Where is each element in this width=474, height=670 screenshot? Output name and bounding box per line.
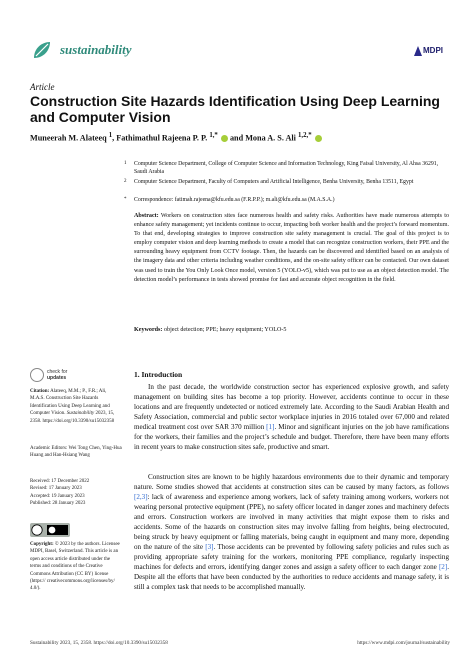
dates-block [30,478,122,508]
citation-link[interactable]: [3] [205,543,214,551]
affiliation-1: 1 Computer Science Department, College of Computer Science and Information Technology, King Faisal University, Al Ahsa 36291, Saudi Arabia [124,161,439,175]
page-footer [30,640,450,646]
footer-citation[interactable]: Sustainability 2023, 15, 2358. https://doi.org/10.3390/su15032358 [30,640,168,646]
journal-name[interactable]: sustainability [60,42,132,57]
author-3[interactable]: and Mona A. S. Ali [229,133,296,143]
citation-block: Citation: Alateeq, M.M.; P., F.R.; Ali, M.A.S. Construction Site Hazards Identification Using Deep Learning and Computer Vision. Sustainability 2023, 15, 2358. https://doi.org/10.3390/su15032358 [30,389,115,424]
footer-journal-url[interactable]: https://www.mdpi.com/journal/sustainability [357,640,450,646]
abstract-text: Workers on construction sites face numerous health and safety risks. Authorities have made numerous attempts to enhance safety management; yet incidents continue to occur, impacting both worker health and the project’s forward momentum. To that end, developing strategies to improve construction site safety management is crucial. The goal of this project is to employ computer vision and deep learning methods to create a model that can recognize construction workers, their PPE and the surrounding heavy equipment from CCTV footage. Then, the hazards can be discovered and identified based on an analysis of the imagery data and other criteria including weather conditions, and the on-site safety officer can be contacted. Our own dataset was used to train the You Only Look Once model, version 5 (YOLO-v5), which was put to use as an object detection model. The detection model’s performance in tests showed promise for fast and accurate object recognition in the field. [134,213,449,283]
paper-title: Construction Site Hazards Identification Using Deep Learning and Computer Vision [30,93,440,125]
affiliation-2: 2 Computer Science Department, Faculty of Computers and Artificial Intelligence, Benha University, Benha 13511, Egypt [124,179,414,185]
author-list: Muneerah M. Alateeq $^1$, Fathimathul Rajeena P. P. $^{1,*}$ and Mona A. S. Ali $^{1,2,*}$ [30,132,450,143]
orcid-icon[interactable] [315,135,322,142]
update-icon [30,368,44,382]
keywords [134,326,449,335]
revised-date: Revised: 17 January 2023 [30,486,82,492]
academic-editors: Academic Editors: Wei Tong Chen, Ying-Hua Huang and Han-Hsiang Wang [30,446,122,459]
accepted-date: Accepted: 19 January 2023 [30,493,85,499]
section-heading-introduction: 1. Introduction [134,370,183,379]
orcid-icon[interactable] [221,135,228,142]
copyright-block: Copyright: © 2023 by the authors. Licensee MDPI, Basel, Switzerland. This article is an open access article distributed under the terms and conditions of the Creative Commons Attribution (CC BY) license (https:// creativecommons.org/licenses/by/ 4.0/). [30,542,120,592]
intro-paragraph-2: Construction sites are known to be highly hazardous environments due to their dynamic and temporary nature. Some studies showed that accidents at construction sites can be caused by many factors, as follows [2,3]: lack of awareness and experience among workers, lack of safety training among workers, workers not wearing personal protective equipment (PPE), no safety officer located in danger zones and machinery defects and errors. Construction workers are involved in many activities that might expose them to risks and accidents. Some of the hazards on construction sites may involve falling from heights, being electrocuted, being struck by heavy equipment or falling materials, being caught in equipment and many more, depending on the nature of the site [3]. Those accidents can be prevented by following safety policies and rules such as providing appropriate safety training for the workers, monitoring PPE compliance, regularly inspecting machines for defects and errors, identifying danger zones and assign a safety officer to each danger zone [2]. Despite all the efforts that have been conducted by the authorities to reduce accidents and manage safety, it is still a complex task that needs to be accomplished manually. [134,473,449,591]
abstract [134,212,449,285]
journal-leaf-logo [30,38,54,62]
article-type: Article [30,82,55,92]
author-2[interactable]: Fathimathul Rajeena P. P. [116,133,208,143]
citation-link[interactable]: [2,3] [134,493,148,501]
correspondence: * Correspondence: fatimah.rajeena@kfu.edu.sa (F.R.P.P.); m.ali@kfu.edu.sa (M.A.S.A.) [124,197,335,203]
keywords-text: object detection; PPE; heavy equipment; YOLO-5 [163,327,287,333]
check-for-updates-badge[interactable]: check for updates [30,368,76,382]
author-2-affil: 1,* [209,132,218,139]
intro-paragraph-1: In the past decade, the worldwide construction sector has experienced explosive growth, and safety management on building sites has become a top priority. However, accidents continue to occur in these locations and are frequently undetected or noticed extremely late. According to the Saudi Arabian Health and Safety Association, commercial and public sector workplace injuries in 2016 totaled over 67,000 and related medical treatment cost over SAR 370 million [1]. Minor and significant injuries on the job have ramifications for the workers, their families and the project’s schedule and budget. Therefore, there have been many efforts in recent years to make construction sites safe, productive and smart. [134,383,449,451]
author-1-affil: 1 [108,132,113,139]
author-1[interactable]: Muneerah M. Alateeq [30,133,107,143]
author-3-affil: 1,2,* [297,132,312,139]
published-date: Published: 28 January 2023 [30,501,86,507]
citation-link[interactable]: [2] [438,563,448,571]
abstract-label: Abstract: [134,213,159,219]
citation-link[interactable]: [1] [266,423,275,431]
publisher-label: MDPI [423,46,443,55]
keywords-label: Keywords: [134,327,163,333]
received-date: Received: 17 December 2022 [30,479,90,484]
cc-by-license-icon[interactable] [30,523,70,537]
mdpi-logo[interactable] [413,44,445,58]
